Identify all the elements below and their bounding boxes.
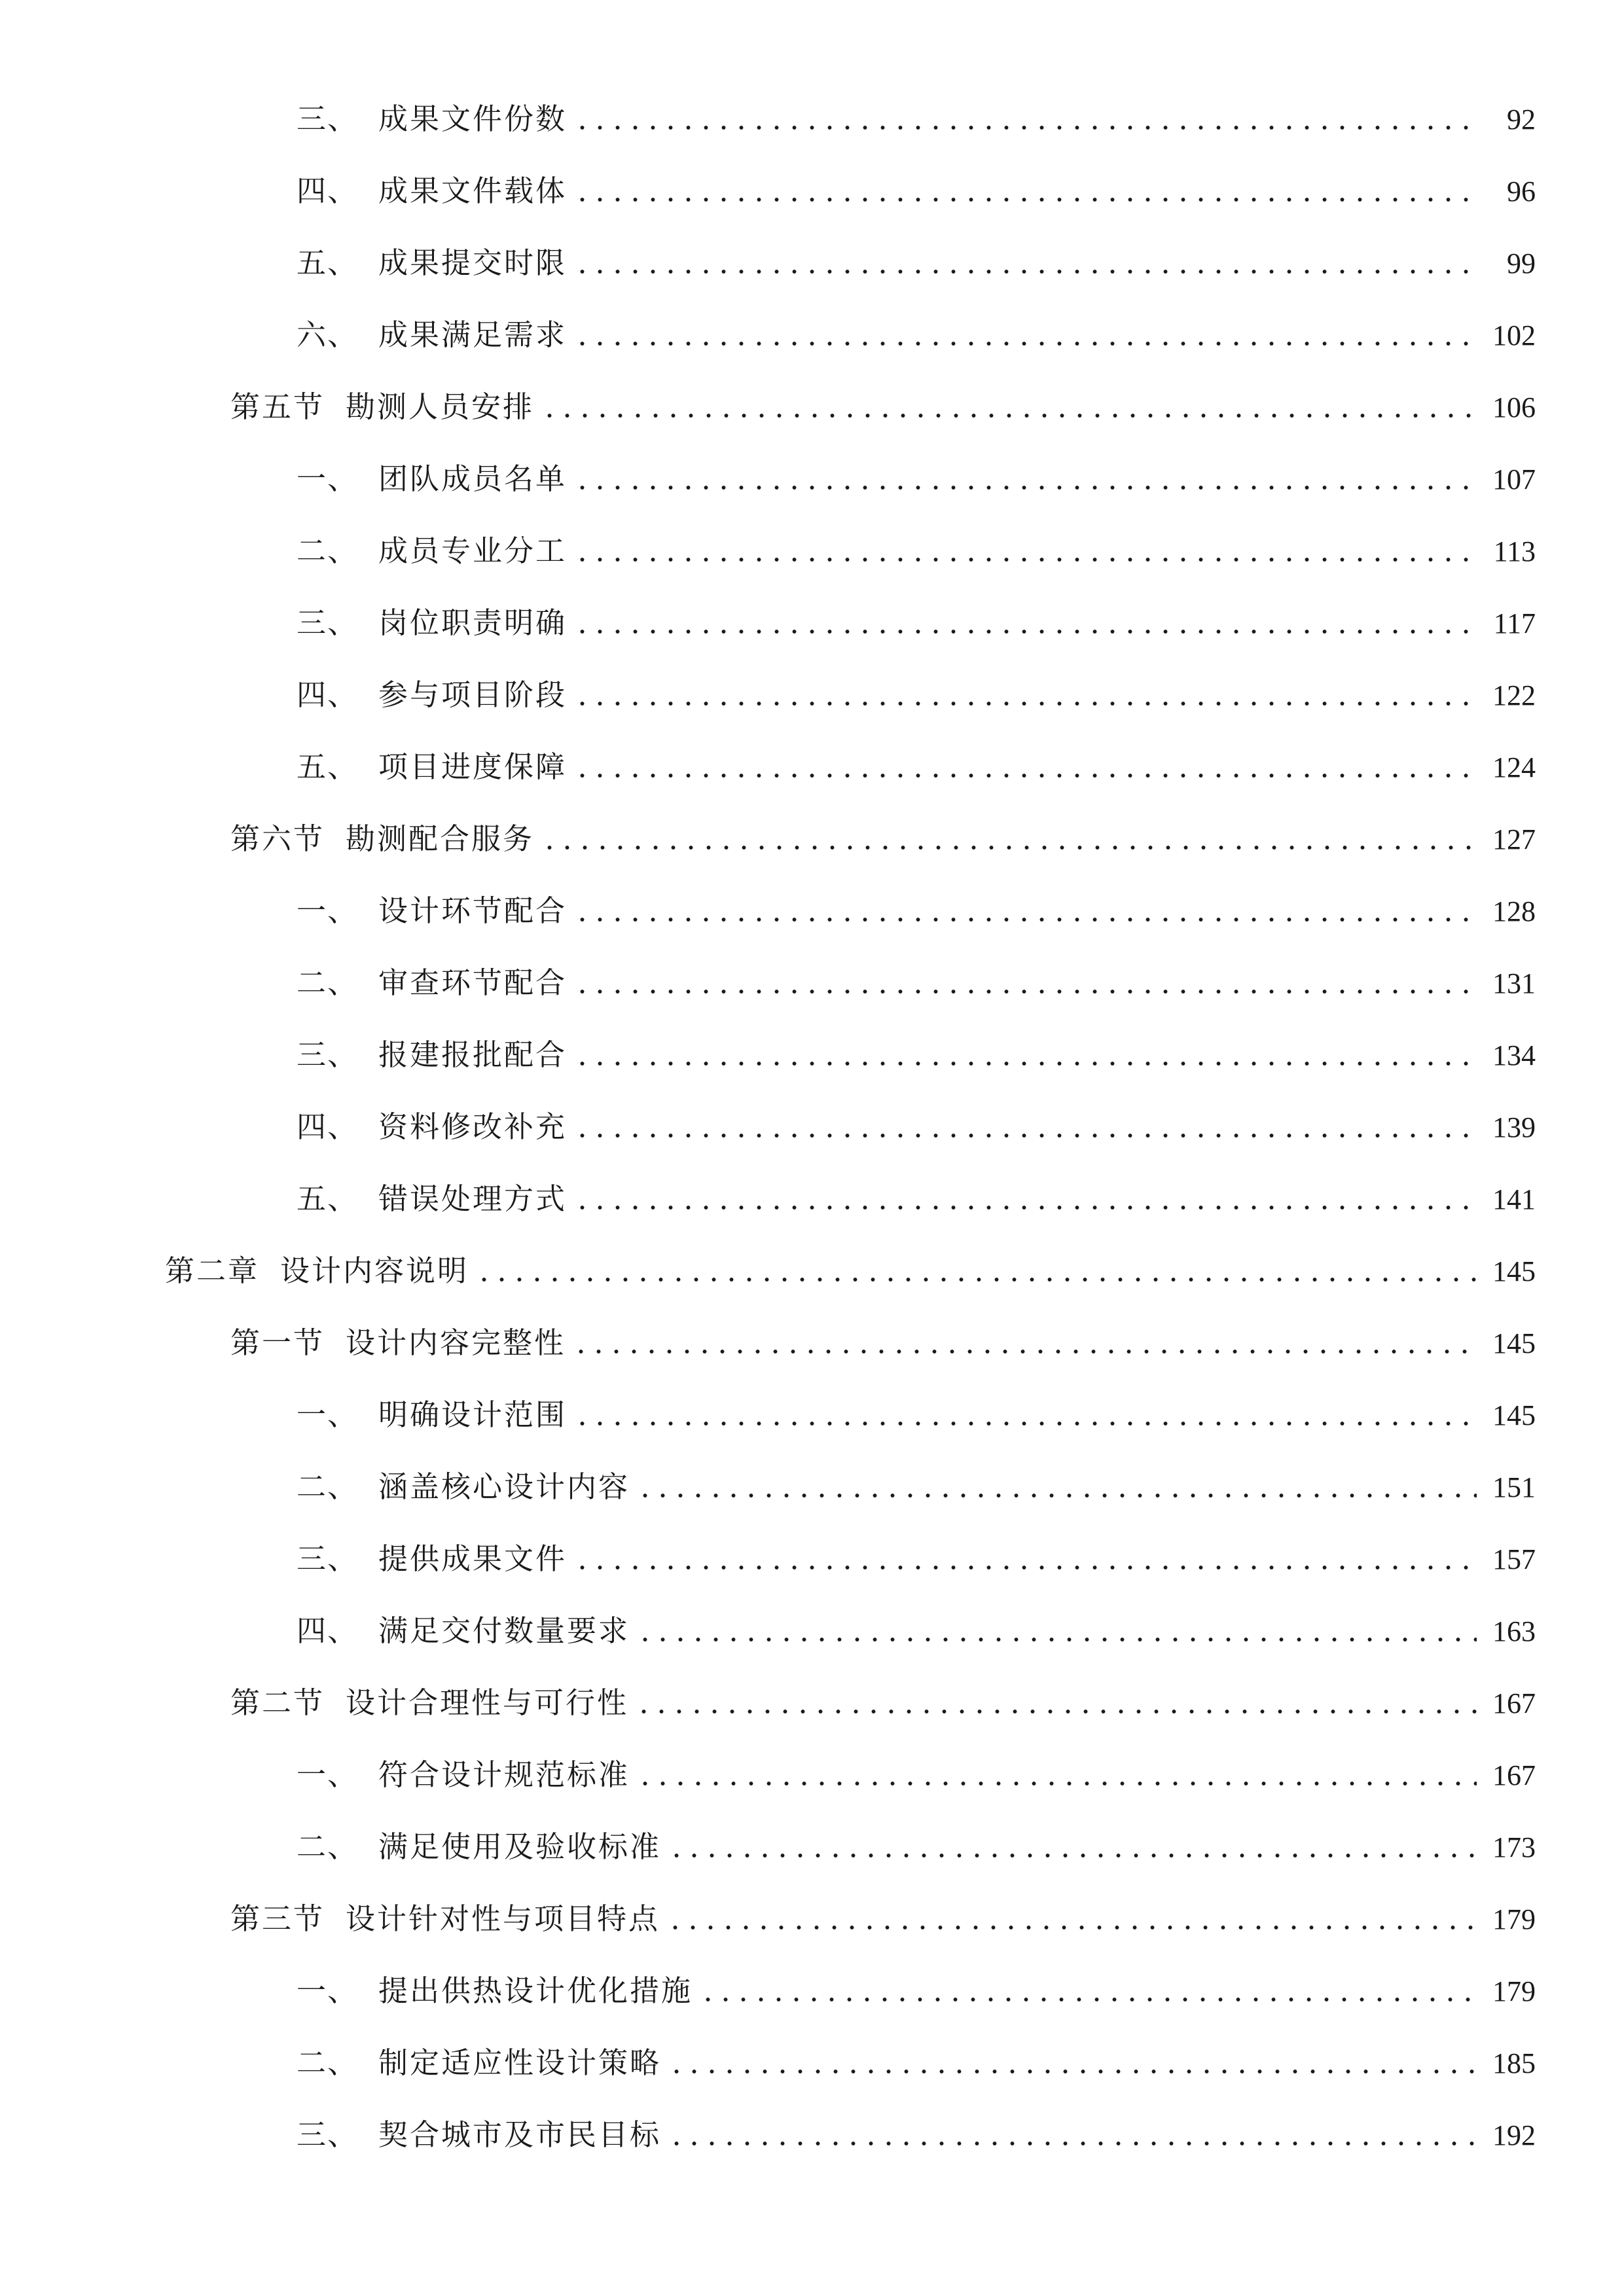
dot-leader	[636, 1494, 1477, 1498]
toc-entry[interactable]	[297, 165, 1536, 217]
dot-leader	[573, 702, 1477, 706]
toc-entry-page: 102	[1492, 319, 1536, 351]
dot-leader	[668, 2070, 1477, 2073]
toc-entry-title: 成果满足需求	[378, 317, 568, 352]
toc-entry[interactable]	[297, 1101, 1536, 1153]
dot-leader	[573, 630, 1478, 634]
toc-entry-title: 报建报批配合	[378, 1037, 568, 1072]
toc-entry-section[interactable]	[230, 1677, 1536, 1729]
dot-leader	[541, 846, 1477, 850]
toc-entry[interactable]	[297, 1029, 1536, 1081]
toc-section-label: 第六节	[230, 821, 325, 856]
toc-entry-page: 107	[1492, 463, 1536, 495]
toc-entry-page: 128	[1492, 895, 1536, 927]
toc-entry-number: 三、	[297, 1541, 359, 1576]
toc-entry-title: 设计针对性与项目特点	[346, 1901, 660, 1936]
toc-entry-number: 二、	[297, 1469, 359, 1504]
toc-entry-number: 四、	[297, 677, 359, 712]
toc-entry-page: 157	[1492, 1543, 1536, 1575]
toc-entry[interactable]	[297, 597, 1536, 649]
dot-leader	[573, 918, 1477, 922]
toc-entry-page: 117	[1493, 607, 1536, 639]
toc-entry[interactable]	[297, 525, 1536, 577]
dot-leader	[572, 1350, 1477, 1354]
toc-entry-page: 113	[1493, 535, 1536, 567]
toc-entry-title: 设计内容完整性	[346, 1325, 566, 1360]
dot-leader	[573, 1566, 1477, 1570]
toc-entry-page: 163	[1492, 1615, 1536, 1647]
dot-leader	[573, 1134, 1477, 1138]
toc-entry-number: 三、	[297, 1037, 359, 1072]
toc-entry-number: 四、	[297, 1109, 359, 1144]
dot-leader	[573, 774, 1477, 778]
dot-leader	[573, 990, 1477, 994]
toc-entry-page: 145	[1492, 1327, 1536, 1359]
toc-entry[interactable]	[297, 1461, 1536, 1513]
toc-entry[interactable]	[297, 2037, 1536, 2089]
toc-entry-number: 五、	[297, 749, 359, 784]
dot-leader	[573, 270, 1481, 274]
dot-leader	[573, 1062, 1477, 1066]
toc-entry[interactable]	[297, 309, 1536, 361]
toc-section-label: 第二节	[230, 1685, 325, 1720]
toc-entry-number: 五、	[297, 1181, 359, 1216]
toc-entry-number: 一、	[297, 1757, 359, 1792]
toc-entry-page: 179	[1492, 1975, 1536, 2007]
dot-leader	[573, 126, 1481, 130]
toc-entry-page: 141	[1492, 1183, 1536, 1215]
dot-leader	[573, 1206, 1477, 1210]
toc-entry-number: 四、	[297, 1613, 359, 1648]
toc-entry-title: 符合设计规范标准	[378, 1757, 630, 1792]
toc-entry[interactable]	[297, 957, 1536, 1009]
toc-entry-section[interactable]	[230, 1317, 1536, 1369]
dot-leader	[636, 1638, 1477, 1641]
toc-entry-number: 二、	[297, 2045, 359, 2080]
toc-entry-title: 设计内容说明	[280, 1253, 469, 1288]
toc-entry-page: 151	[1492, 1471, 1536, 1503]
toc-entry-title: 提供成果文件	[378, 1541, 568, 1576]
toc-entry[interactable]	[297, 453, 1536, 505]
dot-leader	[699, 1998, 1477, 2001]
dot-leader	[541, 414, 1477, 418]
toc-entry-title: 提出供热设计优化措施	[378, 1973, 693, 2008]
toc-entry-page: 173	[1492, 1831, 1536, 1863]
toc-entry-number: 三、	[297, 2117, 359, 2152]
toc-section-label: 第一节	[230, 1325, 325, 1360]
toc-entry[interactable]	[297, 885, 1536, 937]
toc-entry-title: 参与项目阶段	[378, 677, 568, 712]
dot-leader	[668, 1854, 1477, 1857]
dot-leader	[573, 342, 1477, 346]
toc-entry-title: 成果文件载体	[378, 173, 568, 208]
toc-entry-title: 契合城市及市民目标	[378, 2117, 662, 2152]
toc-entry[interactable]	[297, 1605, 1536, 1657]
toc-chapter-label: 第二章	[165, 1253, 260, 1288]
toc-entry-page: 96	[1507, 175, 1536, 207]
toc-entry[interactable]	[297, 237, 1536, 289]
toc-entry-title: 设计合理性与可行性	[346, 1685, 629, 1720]
toc-entry-title: 成果提交时限	[378, 245, 568, 280]
toc-entry-title: 涵盖核心设计内容	[378, 1469, 630, 1504]
toc-entry-page: 167	[1492, 1759, 1536, 1791]
toc-entry-page: 179	[1492, 1903, 1536, 1935]
toc-entry-page: 106	[1492, 391, 1536, 423]
toc-entry-title: 审查环节配合	[378, 965, 568, 1000]
toc-entry-number: 一、	[297, 1397, 359, 1432]
toc-entry-title: 勘测配合服务	[346, 821, 535, 856]
toc-entry-title: 设计环节配合	[378, 893, 568, 928]
toc-entry-number: 六、	[297, 317, 359, 352]
toc-entry-title: 明确设计范围	[378, 1397, 568, 1432]
toc-entry-page: 192	[1492, 2119, 1536, 2151]
toc-entry-number: 二、	[297, 1829, 359, 1864]
toc-entry-number: 三、	[297, 101, 359, 136]
toc-entry[interactable]	[297, 93, 1536, 145]
toc-entry-title: 资料修改补充	[378, 1109, 568, 1144]
toc-entry[interactable]	[297, 1173, 1536, 1225]
toc-entry-title: 成果文件份数	[378, 101, 568, 136]
dot-leader	[636, 1782, 1477, 1785]
toc-entry-page: 167	[1492, 1687, 1536, 1719]
toc-entry-title: 成员专业分工	[378, 533, 568, 568]
toc-entry-page: 99	[1507, 247, 1536, 279]
toc-section-label: 第三节	[230, 1901, 325, 1936]
dot-leader	[573, 486, 1477, 490]
dot-leader	[635, 1710, 1477, 1713]
toc-entry-title: 勘测人员安排	[346, 389, 535, 424]
toc-entry-title: 满足交付数量要求	[378, 1613, 630, 1648]
dot-leader	[573, 198, 1481, 202]
toc-entry[interactable]	[297, 1749, 1536, 1801]
toc-entry-title: 岗位职责明确	[378, 605, 568, 640]
toc-entry[interactable]	[297, 1821, 1536, 1873]
dot-leader	[475, 1278, 1477, 1282]
toc-entry-number: 一、	[297, 1973, 359, 2008]
toc-entry-number: 三、	[297, 605, 359, 640]
dot-leader	[573, 558, 1478, 562]
toc-entry-number: 一、	[297, 893, 359, 928]
toc-entry-page: 124	[1492, 751, 1536, 783]
toc-entry-section[interactable]	[230, 813, 1536, 865]
toc-entry-number: 五、	[297, 245, 359, 280]
toc-entry-title: 项目进度保障	[378, 749, 568, 784]
toc-entry-page: 185	[1492, 2047, 1536, 2079]
dot-leader	[666, 1926, 1477, 1929]
toc-entry[interactable]	[297, 741, 1536, 793]
dot-leader	[668, 2142, 1477, 2145]
toc-entry-title: 团队成员名单	[378, 461, 568, 496]
dot-leader	[573, 1422, 1477, 1426]
toc-entry-page: 139	[1492, 1111, 1536, 1143]
toc-entry-section[interactable]	[230, 1893, 1536, 1945]
toc-entry-number: 二、	[297, 965, 359, 1000]
toc-entry-page: 145	[1492, 1255, 1536, 1287]
toc-entry-page: 134	[1492, 1039, 1536, 1071]
toc-entry[interactable]	[297, 1389, 1536, 1441]
toc-section-label: 第五节	[230, 389, 325, 424]
toc-entry-title: 错误处理方式	[378, 1181, 568, 1216]
toc-entry-page: 92	[1507, 103, 1536, 135]
toc-entry-number: 二、	[297, 533, 359, 568]
toc-entry-chapter[interactable]	[165, 1245, 1536, 1297]
toc-entry-page: 122	[1492, 679, 1536, 711]
toc-entry-page: 131	[1492, 967, 1536, 999]
toc-entry-number: 四、	[297, 173, 359, 208]
toc-entry-section[interactable]	[230, 381, 1536, 433]
toc-entry[interactable]	[297, 669, 1536, 721]
toc-entry[interactable]	[297, 1533, 1536, 1585]
toc-entry-title: 满足使用及验收标准	[378, 1829, 662, 1864]
toc-entry-page: 127	[1492, 823, 1536, 855]
toc-entry-page: 145	[1492, 1399, 1536, 1431]
toc-entry[interactable]	[297, 2109, 1536, 2161]
toc-entry-title: 制定适应性设计策略	[378, 2045, 662, 2080]
toc-entry-number: 一、	[297, 461, 359, 496]
toc-entry[interactable]	[297, 1965, 1536, 2017]
